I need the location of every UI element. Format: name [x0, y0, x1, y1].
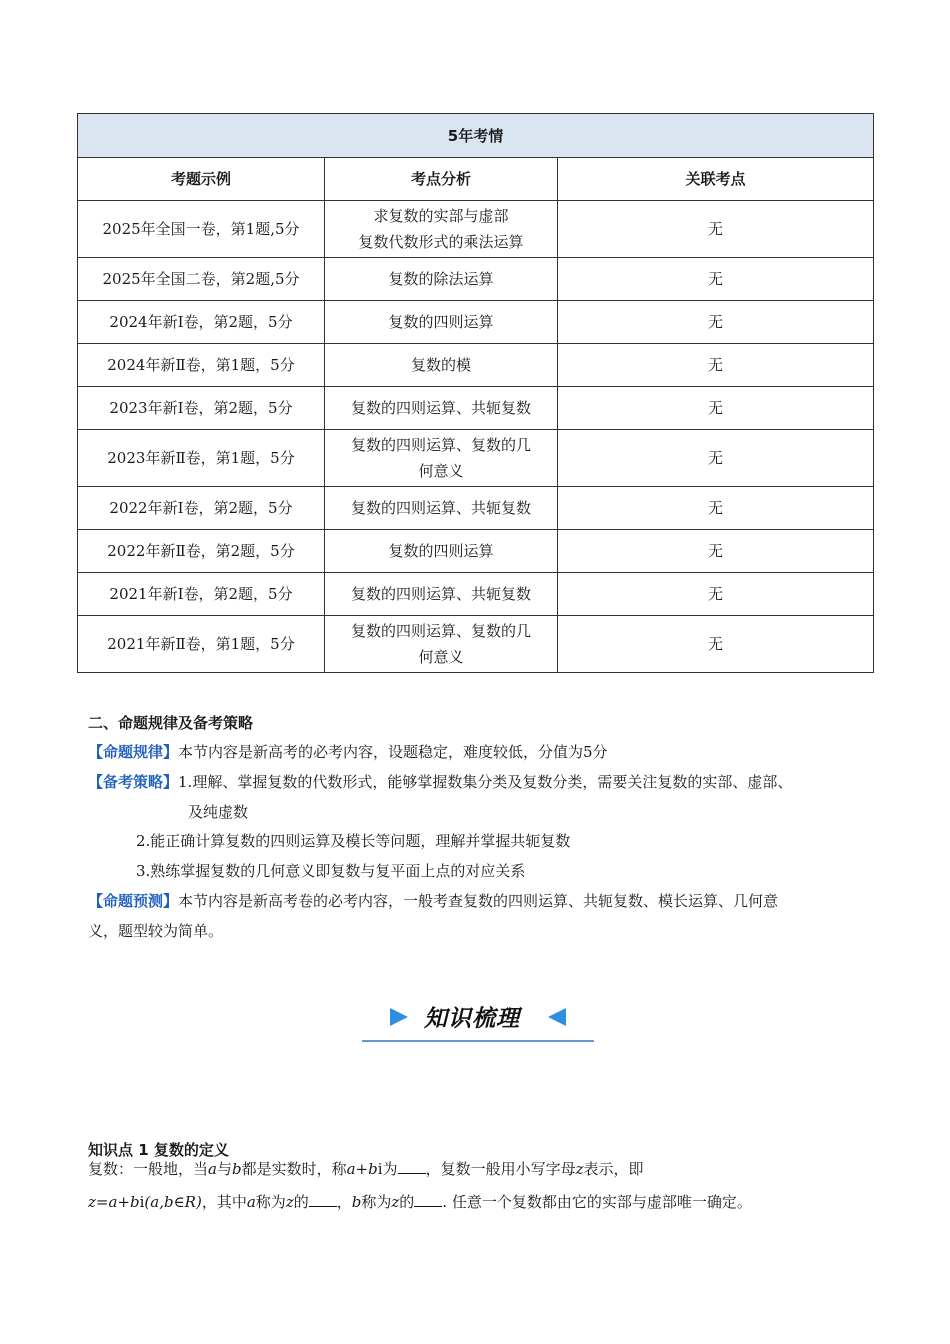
table-row [78, 301, 874, 344]
exam-statistics-table [77, 113, 874, 673]
strategy-1a: 1.理解、掌握复数的代数形式，能够掌握数集分类及复数分类，需要关注复数的实部、虚部、 [178, 773, 793, 791]
banner-title: 知识梳理 [424, 1006, 520, 1032]
cell-related: 无 [558, 530, 874, 573]
fill-blank[interactable] [398, 1159, 426, 1174]
strategy-2-line [88, 827, 926, 856]
cell-related: 无 [558, 616, 874, 673]
text: 表示，即 [583, 1160, 644, 1178]
cell-related: 无 [558, 301, 874, 344]
cell-related: 无 [558, 258, 874, 301]
knowledge-banner [362, 998, 594, 1042]
section-title: 二、命题规律及备考策略 [88, 714, 254, 732]
text: 复数：一般地，当 [88, 1160, 209, 1178]
cell-analysis [325, 258, 558, 301]
header-analysis: 考点分析 [325, 158, 558, 201]
knowledge-point-title: 知识点 1 复数的定义 [88, 1141, 229, 1159]
strategy-tag: 【备考策略】 [88, 773, 179, 791]
analysis-line: 复数的四则运算、共轭复数 [350, 399, 531, 417]
cell-related: 无 [558, 201, 874, 258]
cell-related: 无 [558, 344, 874, 387]
cell-related: 无 [558, 573, 874, 616]
fill-blank-imag[interactable] [414, 1192, 442, 1207]
imag-unit: i [139, 1193, 145, 1211]
analysis-line: 求复数的实部与虚部 [373, 207, 509, 225]
cell-exam: 2023年新Ⅱ卷，第1题，5分 [78, 430, 325, 487]
text: . 任意一个复数都由它的实部与虚部唯一确定。 [442, 1193, 752, 1211]
analysis-line: 复数的四则运算、共轭复数 [350, 499, 531, 517]
cell-analysis [325, 387, 558, 430]
var-b: b [351, 1193, 362, 1211]
table-row [78, 616, 874, 673]
cell-related: 无 [558, 430, 874, 487]
cell-exam: 2024年新Ⅱ卷，第1题，5分 [78, 344, 325, 387]
analysis-line: 何意义 [418, 648, 464, 666]
predict-tag: 【命题预测】 [88, 892, 179, 910]
imag-unit: i [377, 1160, 383, 1178]
var-a: a [246, 1193, 256, 1211]
domain-condition: (a,b∈R) [144, 1193, 202, 1211]
cell-related: 无 [558, 487, 874, 530]
var-z: z [575, 1160, 584, 1178]
cell-analysis [325, 530, 558, 573]
cell-exam: 2025年全国一卷，第1题,5分 [78, 201, 325, 258]
table-row [78, 258, 874, 301]
text: 的 [399, 1193, 415, 1211]
header-exam: 考题示例 [78, 158, 325, 201]
cell-analysis [325, 573, 558, 616]
table-row [78, 530, 874, 573]
analysis-line: 复数的除法运算 [388, 270, 494, 288]
cell-exam: 2025年全国二卷，第2题,5分 [78, 258, 325, 301]
predict-line-2 [88, 917, 878, 946]
text: 都是实数时，称 [241, 1160, 347, 1178]
analysis-line: 复数的四则运算 [388, 542, 494, 560]
cell-analysis [325, 201, 558, 258]
cell-analysis [325, 616, 558, 673]
banner-underline [362, 1040, 594, 1042]
cell-analysis [325, 430, 558, 487]
var-b: b [231, 1160, 242, 1178]
cell-analysis [325, 487, 558, 530]
analysis-line: 复数的模 [410, 356, 471, 374]
text: 为 [382, 1160, 398, 1178]
definition-line-2 [88, 1188, 878, 1217]
analysis-line: 何意义 [418, 462, 464, 480]
strategy-1b: 及纯虚数 [188, 803, 249, 821]
text: ，其中 [201, 1193, 247, 1211]
cell-exam: 2022年新Ⅱ卷，第2题，5分 [78, 530, 325, 573]
table-title: 5年考情 [78, 114, 874, 158]
cell-exam: 2024年新Ⅰ卷，第2题，5分 [78, 301, 325, 344]
expr-z: z=a+b [88, 1193, 140, 1211]
cell-analysis [325, 301, 558, 344]
table-row [78, 430, 874, 487]
predict-paragraph [88, 887, 878, 916]
rule-text: 本节内容是新高考的必考内容，设题稳定，难度较低，分值为5分 [178, 743, 608, 761]
text: 称为 [361, 1193, 392, 1211]
table-row [78, 201, 874, 258]
cell-exam: 2021年新Ⅰ卷，第2题，5分 [78, 573, 325, 616]
strategy-1b-line [88, 798, 950, 827]
table-row [78, 387, 874, 430]
strategy-paragraph [88, 768, 878, 797]
cell-analysis [325, 344, 558, 387]
text: 称为 [255, 1193, 286, 1211]
predict-text-a: 本节内容是新高考卷的必考内容，一般考查复数的四则运算、共轭复数、模长运算、几何意 [178, 892, 779, 910]
expr-a-plus-b: a+b [346, 1160, 378, 1178]
analysis-line: 复数的四则运算、复数的几 [350, 436, 531, 454]
strategy-3: 3.熟练掌握复数的几何意义即复数与复平面上点的对应关系 [136, 862, 526, 880]
analysis-line: 复数代数形式的乘法运算 [358, 233, 524, 251]
text: 的 [293, 1193, 309, 1211]
strategy-3-line [88, 857, 926, 886]
table-row [78, 487, 874, 530]
rule-tag: 【命题规律】 [88, 743, 179, 761]
var-a: a [208, 1160, 217, 1178]
strategy-2: 2.能正确计算复数的四则运算及模长等问题，理解并掌握共轭复数 [136, 832, 571, 850]
header-related: 关联考点 [558, 158, 874, 201]
cell-exam: 2023年新Ⅰ卷，第2题，5分 [78, 387, 325, 430]
fill-blank-real[interactable] [309, 1192, 337, 1207]
text: ，复数一般用小写字母 [425, 1160, 576, 1178]
text: 与 [216, 1160, 232, 1178]
table-row [78, 344, 874, 387]
definition-line-1 [88, 1155, 878, 1184]
var-z: z [391, 1193, 400, 1211]
cell-exam: 2021年新Ⅱ卷，第1题，5分 [78, 616, 325, 673]
arrow-right-icon [390, 1008, 408, 1026]
analysis-line: 复数的四则运算、共轭复数 [350, 585, 531, 603]
table-row [78, 573, 874, 616]
arrow-left-icon [548, 1008, 566, 1026]
predict-text-b: 义，题型较为简单。 [88, 922, 224, 940]
text: ， [336, 1193, 352, 1211]
analysis-line: 复数的四则运算、复数的几 [350, 622, 531, 640]
analysis-line: 复数的四则运算 [388, 313, 494, 331]
var-z: z [285, 1193, 294, 1211]
cell-related: 无 [558, 387, 874, 430]
cell-exam: 2022年新Ⅰ卷，第2题，5分 [78, 487, 325, 530]
rule-paragraph [88, 738, 878, 767]
